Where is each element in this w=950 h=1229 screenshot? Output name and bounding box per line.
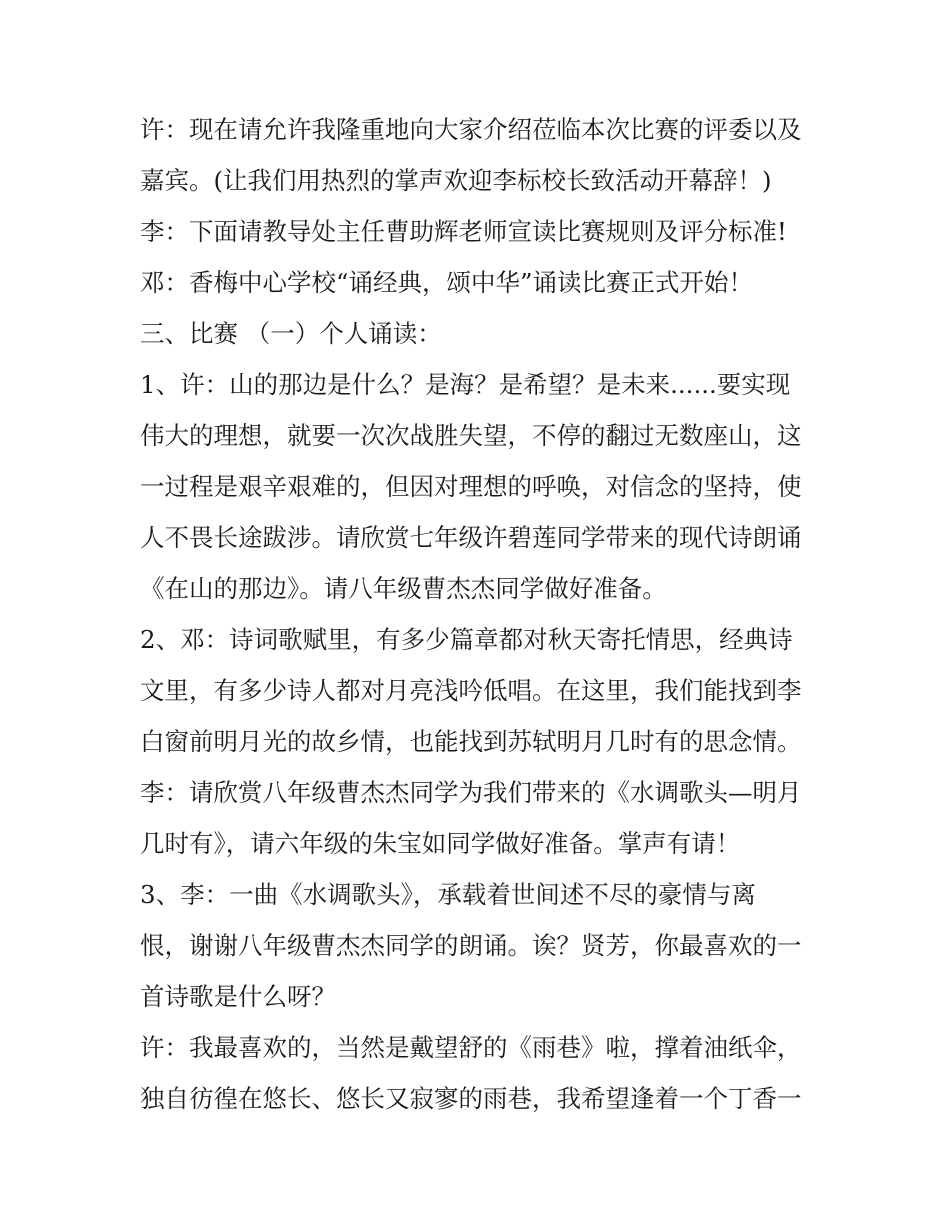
text-line: 许：现在请允许我隆重地向大家介绍莅临本次比赛的评委以及 — [140, 115, 802, 144]
text-line: 伟大的理想，就要一次次战胜失望，不停的翻过无数座山，这 — [140, 421, 802, 450]
text-line: 白窗前明月光的故乡情，也能找到苏轼明月几时有的思念情。 — [140, 727, 802, 756]
text-line: 一过程是艰辛艰难的，但因对理想的呼唤，对信念的坚持，使 — [140, 472, 802, 501]
text-line: 《在山的那边》。请八年级曹杰杰同学做好准备。 — [140, 574, 667, 603]
text-line: 恨，谢谢八年级曹杰杰同学的朗诵。诶？贤芳，你最喜欢的一 — [140, 931, 802, 960]
text-line: 1、许：山的那边是什么？是海？是希望？是未来......要实现 — [140, 370, 791, 399]
text-line: 文里，有多少诗人都对月亮浅吟低唱。在这里，我们能找到李 — [140, 676, 802, 705]
text-line: 李：下面请教导处主任曹助辉老师宣读比赛规则及评分标准! — [140, 217, 787, 246]
text-line: 2、邓：诗词歌赋里，有多少篇章都对秋天寄托情思，经典诗 — [140, 625, 793, 654]
text-line: 独自彷徨在悠长、悠长又寂寥的雨巷，我希望逢着一个丁香一 — [140, 1084, 802, 1113]
text-line: 人不畏长途跋涉。请欣赏七年级许碧莲同学带来的现代诗朗诵 — [140, 523, 802, 552]
text-line: 3、李：一曲《水调歌头》，承载着世间述不尽的豪情与离 — [140, 880, 756, 909]
text-line: 许：我最喜欢的，当然是戴望舒的《雨巷》啦，撑着油纸伞， — [140, 1033, 802, 1062]
text-line: 邓：香梅中心学校“诵经典，颂中华”诵读比赛正式开始！ — [140, 268, 754, 297]
section-heading: 三、比赛 （一）个人诵读： — [140, 319, 442, 348]
text-line: 李：请欣赏八年级曹杰杰同学为我们带来的《水调歌头—明月 — [140, 778, 802, 807]
text-line: 首诗歌是什么呀？ — [140, 982, 336, 1011]
text-line: 嘉宾。(让我们用热烈的掌声欢迎李标校长致活动开幕辞！) — [140, 166, 772, 195]
document-body — [140, 104, 820, 1124]
text-line: 几时有》，请六年级的朱宝如同学做好准备。掌声有请！ — [140, 829, 741, 858]
